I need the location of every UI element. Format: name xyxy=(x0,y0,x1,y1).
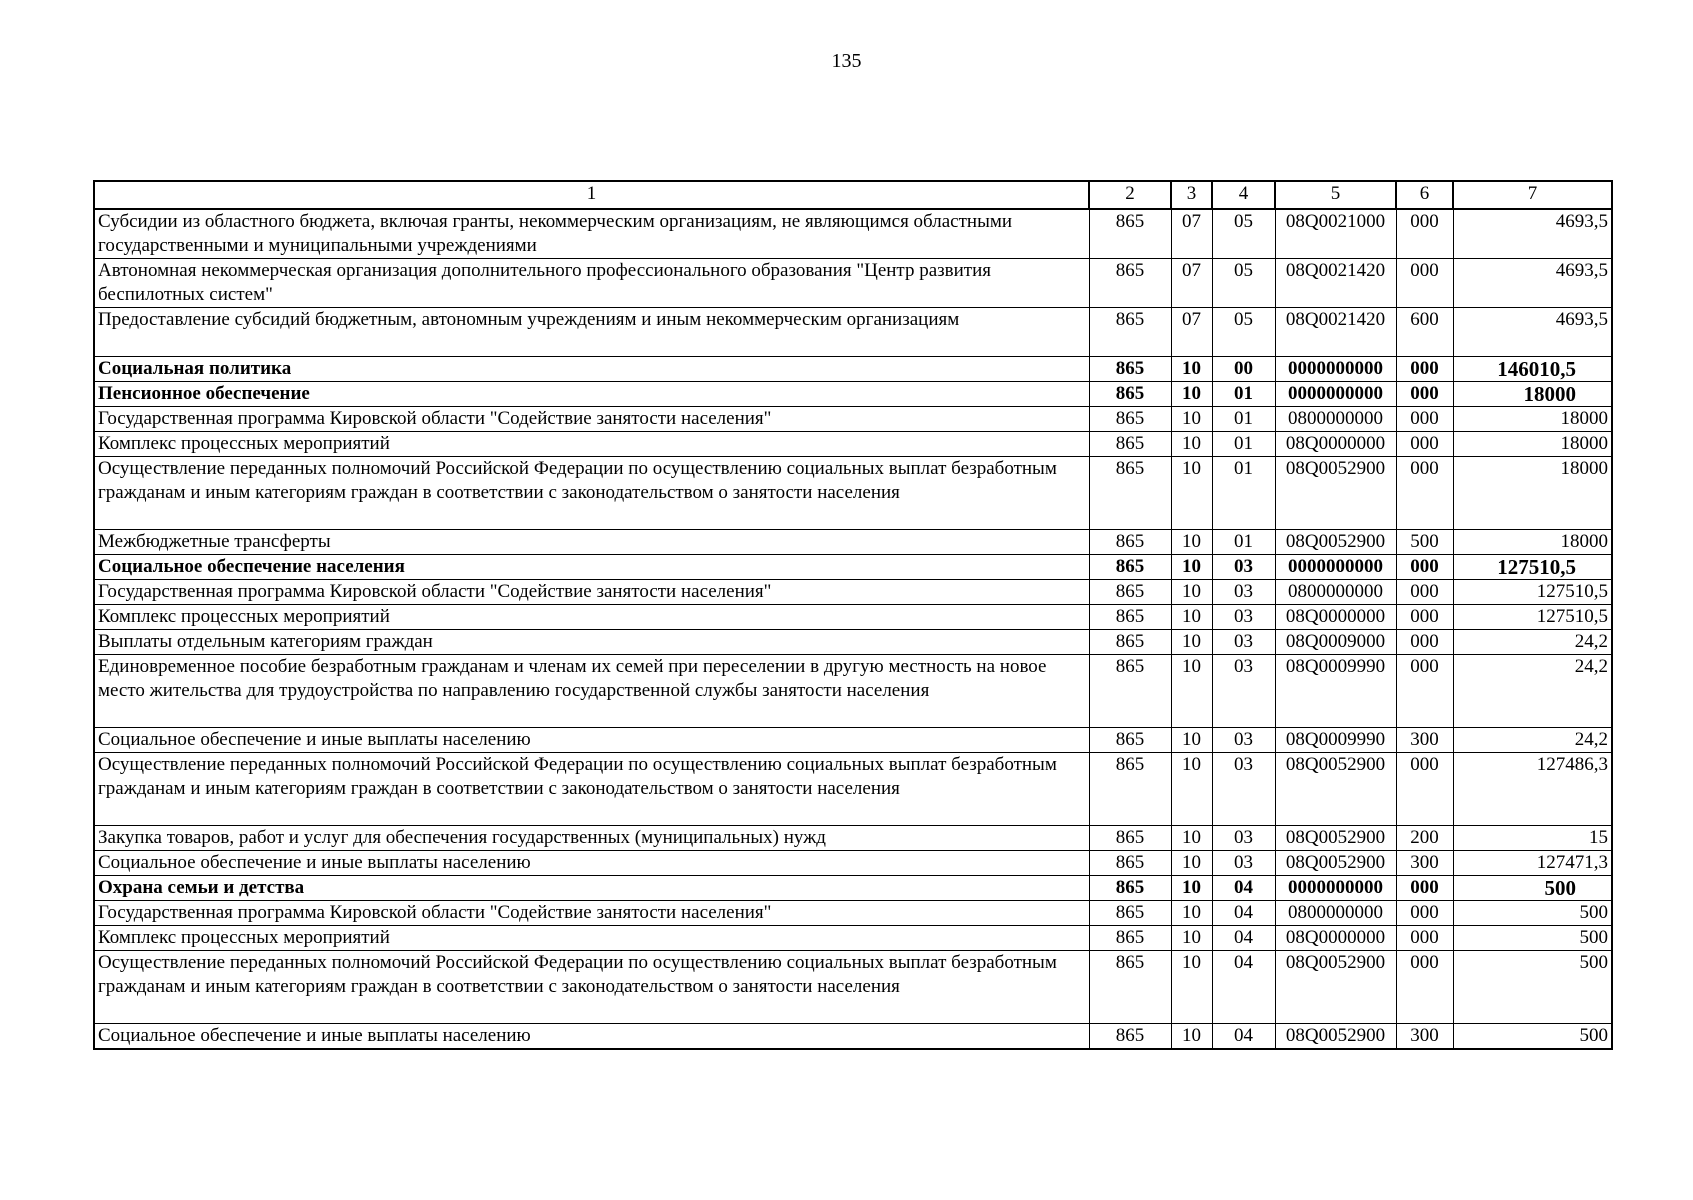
row-col2-cell: 865 xyxy=(1089,876,1171,901)
row-amount-cell: 4693,5 xyxy=(1453,209,1612,259)
row-amount-cell: 146010,5 xyxy=(1453,357,1612,382)
row-col3-cell: 10 xyxy=(1171,457,1212,530)
row-col3-cell: 10 xyxy=(1171,728,1212,753)
table-row xyxy=(94,555,1612,580)
row-col5-cell: 08Q0021420 xyxy=(1275,259,1396,308)
row-name-cell: Предоставление субсидий бюджетным, автономным учреждениям и иным некоммерческим организациям xyxy=(94,308,1089,357)
row-col3-cell: 10 xyxy=(1171,926,1212,951)
table-row xyxy=(94,728,1612,753)
row-col4-cell: 05 xyxy=(1212,259,1275,308)
row-col5-cell: 0800000000 xyxy=(1275,407,1396,432)
row-col5-cell: 08Q0052900 xyxy=(1275,1024,1396,1050)
table-row xyxy=(94,1024,1612,1050)
row-amount-cell: 18000 xyxy=(1453,407,1612,432)
row-name-cell: Социальное обеспечение и иные выплаты населению xyxy=(94,851,1089,876)
row-col5-cell: 0800000000 xyxy=(1275,901,1396,926)
row-col3-cell: 10 xyxy=(1171,901,1212,926)
table-row xyxy=(94,826,1612,851)
header-cell-4: 4 xyxy=(1212,181,1275,209)
row-col4-cell: 05 xyxy=(1212,308,1275,357)
row-col3-cell: 10 xyxy=(1171,1024,1212,1050)
row-amount-cell: 127486,3 xyxy=(1453,753,1612,826)
page-number: 135 xyxy=(831,50,862,72)
row-name-cell: Охрана семьи и детства xyxy=(94,876,1089,901)
row-col6-cell: 000 xyxy=(1396,605,1453,630)
row-col3-cell: 10 xyxy=(1171,630,1212,655)
row-col3-cell: 10 xyxy=(1171,876,1212,901)
row-amount-cell: 500 xyxy=(1453,876,1612,901)
row-col6-cell: 300 xyxy=(1396,851,1453,876)
row-col5-cell: 08Q0052900 xyxy=(1275,826,1396,851)
row-col2-cell: 865 xyxy=(1089,901,1171,926)
row-col2-cell: 865 xyxy=(1089,580,1171,605)
table-row xyxy=(94,432,1612,457)
row-amount-cell: 500 xyxy=(1453,951,1612,1024)
row-col4-cell: 04 xyxy=(1212,1024,1275,1050)
row-col2-cell: 865 xyxy=(1089,753,1171,826)
row-col6-cell: 600 xyxy=(1396,308,1453,357)
row-col5-cell: 08Q0000000 xyxy=(1275,926,1396,951)
table-row xyxy=(94,259,1612,308)
row-col3-cell: 10 xyxy=(1171,605,1212,630)
row-amount-cell: 127510,5 xyxy=(1453,555,1612,580)
row-col4-cell: 04 xyxy=(1212,876,1275,901)
row-name-cell: Социальное обеспечение и иные выплаты населению xyxy=(94,728,1089,753)
table-row xyxy=(94,605,1612,630)
row-col6-cell: 500 xyxy=(1396,530,1453,555)
row-col5-cell: 0000000000 xyxy=(1275,555,1396,580)
row-col5-cell: 0000000000 xyxy=(1275,382,1396,407)
row-amount-cell: 500 xyxy=(1453,1024,1612,1050)
row-col3-cell: 10 xyxy=(1171,357,1212,382)
row-col3-cell: 07 xyxy=(1171,308,1212,357)
row-col2-cell: 865 xyxy=(1089,357,1171,382)
row-name-cell: Осуществление переданных полномочий Российской Федерации по осуществлению социальных выплат безработным гражданам и иным категориям граждан в соответствии с законодательством о занятости населения xyxy=(94,457,1089,530)
row-name-cell: Комплекс процессных мероприятий xyxy=(94,432,1089,457)
row-amount-cell: 127510,5 xyxy=(1453,580,1612,605)
row-col2-cell: 865 xyxy=(1089,407,1171,432)
row-name-cell: Социальное обеспечение и иные выплаты населению xyxy=(94,1024,1089,1050)
row-col6-cell: 000 xyxy=(1396,407,1453,432)
table-row xyxy=(94,308,1612,357)
table-row xyxy=(94,926,1612,951)
row-col4-cell: 04 xyxy=(1212,926,1275,951)
row-amount-cell: 127471,3 xyxy=(1453,851,1612,876)
row-col5-cell: 0000000000 xyxy=(1275,357,1396,382)
row-col6-cell: 000 xyxy=(1396,457,1453,530)
row-col4-cell: 03 xyxy=(1212,851,1275,876)
row-col4-cell: 03 xyxy=(1212,555,1275,580)
row-amount-cell: 18000 xyxy=(1453,432,1612,457)
row-col2-cell: 865 xyxy=(1089,382,1171,407)
row-col6-cell: 300 xyxy=(1396,728,1453,753)
row-col6-cell: 000 xyxy=(1396,382,1453,407)
table-row xyxy=(94,753,1612,826)
row-col5-cell: 08Q0021000 xyxy=(1275,209,1396,259)
row-col2-cell: 865 xyxy=(1089,826,1171,851)
row-amount-cell: 15 xyxy=(1453,826,1612,851)
row-col2-cell: 865 xyxy=(1089,605,1171,630)
row-amount-cell: 18000 xyxy=(1453,457,1612,530)
row-name-cell: Единовременное пособие безработным гражданам и членам их семей при переселении в другую местность на новое место жительства для трудоустройства по направлению государственной службы занятости населения xyxy=(94,655,1089,728)
row-col6-cell: 000 xyxy=(1396,259,1453,308)
row-name-cell: Государственная программа Кировской области "Содействие занятости населения" xyxy=(94,580,1089,605)
row-amount-cell: 18000 xyxy=(1453,530,1612,555)
row-name-cell: Государственная программа Кировской области "Содействие занятости населения" xyxy=(94,407,1089,432)
row-col6-cell: 000 xyxy=(1396,753,1453,826)
row-col4-cell: 01 xyxy=(1212,432,1275,457)
row-col3-cell: 07 xyxy=(1171,209,1212,259)
row-col4-cell: 03 xyxy=(1212,580,1275,605)
table-row xyxy=(94,630,1612,655)
table-row xyxy=(94,530,1612,555)
row-col2-cell: 865 xyxy=(1089,851,1171,876)
budget-table xyxy=(93,180,1613,1050)
row-col6-cell: 000 xyxy=(1396,876,1453,901)
row-col2-cell: 865 xyxy=(1089,1024,1171,1050)
row-col4-cell: 01 xyxy=(1212,407,1275,432)
row-name-cell: Осуществление переданных полномочий Российской Федерации по осуществлению социальных выплат безработным гражданам и иным категориям граждан в соответствии с законодательством о занятости населения xyxy=(94,753,1089,826)
row-col4-cell: 04 xyxy=(1212,901,1275,926)
row-col5-cell: 08Q0009000 xyxy=(1275,630,1396,655)
row-col2-cell: 865 xyxy=(1089,308,1171,357)
header-cell-3: 3 xyxy=(1171,181,1212,209)
row-col5-cell: 08Q0009990 xyxy=(1275,655,1396,728)
row-col3-cell: 10 xyxy=(1171,655,1212,728)
row-col5-cell: 0000000000 xyxy=(1275,876,1396,901)
row-col3-cell: 10 xyxy=(1171,432,1212,457)
row-col5-cell: 08Q0052900 xyxy=(1275,851,1396,876)
row-col5-cell: 08Q0000000 xyxy=(1275,605,1396,630)
row-col2-cell: 865 xyxy=(1089,728,1171,753)
header-cell-7: 7 xyxy=(1453,181,1612,209)
row-name-cell: Государственная программа Кировской области "Содействие занятости населения" xyxy=(94,901,1089,926)
row-col3-cell: 10 xyxy=(1171,555,1212,580)
row-col2-cell: 865 xyxy=(1089,951,1171,1024)
row-col3-cell: 10 xyxy=(1171,530,1212,555)
row-col6-cell: 000 xyxy=(1396,209,1453,259)
table-row xyxy=(94,851,1612,876)
row-name-cell: Автономная некоммерческая организация дополнительного профессионального образования "Центр развития беспилотных систем" xyxy=(94,259,1089,308)
row-col4-cell: 03 xyxy=(1212,605,1275,630)
row-col2-cell: 865 xyxy=(1089,530,1171,555)
table-row xyxy=(94,407,1612,432)
row-col3-cell: 10 xyxy=(1171,753,1212,826)
row-col6-cell: 000 xyxy=(1396,580,1453,605)
row-col3-cell: 07 xyxy=(1171,259,1212,308)
table-row xyxy=(94,209,1612,259)
row-col4-cell: 03 xyxy=(1212,753,1275,826)
row-col6-cell: 000 xyxy=(1396,901,1453,926)
row-col4-cell: 01 xyxy=(1212,382,1275,407)
row-name-cell: Осуществление переданных полномочий Российской Федерации по осуществлению социальных выплат безработным гражданам и иным категориям граждан в соответствии с законодательством о занятости населения xyxy=(94,951,1089,1024)
row-amount-cell: 500 xyxy=(1453,926,1612,951)
table-row xyxy=(94,901,1612,926)
row-col4-cell: 03 xyxy=(1212,655,1275,728)
row-col4-cell: 03 xyxy=(1212,826,1275,851)
row-col6-cell: 000 xyxy=(1396,926,1453,951)
row-name-cell: Социальная политика xyxy=(94,357,1089,382)
row-col3-cell: 10 xyxy=(1171,580,1212,605)
row-col2-cell: 865 xyxy=(1089,655,1171,728)
row-col5-cell: 08Q0000000 xyxy=(1275,432,1396,457)
table-row xyxy=(94,382,1612,407)
row-col5-cell: 08Q0052900 xyxy=(1275,530,1396,555)
table-row xyxy=(94,580,1612,605)
row-col6-cell: 000 xyxy=(1396,951,1453,1024)
row-col4-cell: 05 xyxy=(1212,209,1275,259)
row-amount-cell: 500 xyxy=(1453,901,1612,926)
row-col4-cell: 00 xyxy=(1212,357,1275,382)
row-name-cell: Комплекс процессных мероприятий xyxy=(94,605,1089,630)
row-col2-cell: 865 xyxy=(1089,432,1171,457)
row-col2-cell: 865 xyxy=(1089,209,1171,259)
row-col4-cell: 01 xyxy=(1212,457,1275,530)
row-amount-cell: 4693,5 xyxy=(1453,308,1612,357)
row-col3-cell: 10 xyxy=(1171,826,1212,851)
row-col4-cell: 01 xyxy=(1212,530,1275,555)
row-name-cell: Межбюджетные трансферты xyxy=(94,530,1089,555)
row-col6-cell: 000 xyxy=(1396,555,1453,580)
row-col2-cell: 865 xyxy=(1089,630,1171,655)
row-col3-cell: 10 xyxy=(1171,951,1212,1024)
row-name-cell: Выплаты отдельным категориям граждан xyxy=(94,630,1089,655)
row-col6-cell: 000 xyxy=(1396,655,1453,728)
row-col5-cell: 08Q0052900 xyxy=(1275,951,1396,1024)
row-amount-cell: 24,2 xyxy=(1453,655,1612,728)
row-col2-cell: 865 xyxy=(1089,926,1171,951)
row-col6-cell: 000 xyxy=(1396,357,1453,382)
row-col3-cell: 10 xyxy=(1171,382,1212,407)
row-col6-cell: 300 xyxy=(1396,1024,1453,1050)
header-row xyxy=(94,181,1612,209)
row-col6-cell: 000 xyxy=(1396,630,1453,655)
table-row xyxy=(94,457,1612,530)
row-col4-cell: 03 xyxy=(1212,630,1275,655)
row-col3-cell: 10 xyxy=(1171,407,1212,432)
row-amount-cell: 4693,5 xyxy=(1453,259,1612,308)
row-col6-cell: 200 xyxy=(1396,826,1453,851)
row-amount-cell: 24,2 xyxy=(1453,630,1612,655)
row-col2-cell: 865 xyxy=(1089,555,1171,580)
table-row xyxy=(94,951,1612,1024)
row-name-cell: Закупка товаров, работ и услуг для обеспечения государственных (муниципальных) нужд xyxy=(94,826,1089,851)
row-name-cell: Комплекс процессных мероприятий xyxy=(94,926,1089,951)
row-amount-cell: 24,2 xyxy=(1453,728,1612,753)
row-col6-cell: 000 xyxy=(1396,432,1453,457)
header-cell-2: 2 xyxy=(1089,181,1171,209)
row-amount-cell: 127510,5 xyxy=(1453,605,1612,630)
row-col5-cell: 0800000000 xyxy=(1275,580,1396,605)
row-col5-cell: 08Q0052900 xyxy=(1275,753,1396,826)
header-cell-1: 1 xyxy=(94,181,1089,209)
row-col4-cell: 03 xyxy=(1212,728,1275,753)
row-col5-cell: 08Q0009990 xyxy=(1275,728,1396,753)
table-row xyxy=(94,876,1612,901)
row-name-cell: Субсидии из областного бюджета, включая гранты, некоммерческим организациям, не являющимся областными государственными и муниципальными учреждениями xyxy=(94,209,1089,259)
header-cell-5: 5 xyxy=(1275,181,1396,209)
row-col2-cell: 865 xyxy=(1089,259,1171,308)
row-amount-cell: 18000 xyxy=(1453,382,1612,407)
row-name-cell: Социальное обеспечение населения xyxy=(94,555,1089,580)
table-row xyxy=(94,357,1612,382)
header-cell-6: 6 xyxy=(1396,181,1453,209)
row-col5-cell: 08Q0021420 xyxy=(1275,308,1396,357)
row-name-cell: Пенсионное обеспечение xyxy=(94,382,1089,407)
row-col5-cell: 08Q0052900 xyxy=(1275,457,1396,530)
table-row xyxy=(94,655,1612,728)
row-col2-cell: 865 xyxy=(1089,457,1171,530)
row-col4-cell: 04 xyxy=(1212,951,1275,1024)
row-col3-cell: 10 xyxy=(1171,851,1212,876)
